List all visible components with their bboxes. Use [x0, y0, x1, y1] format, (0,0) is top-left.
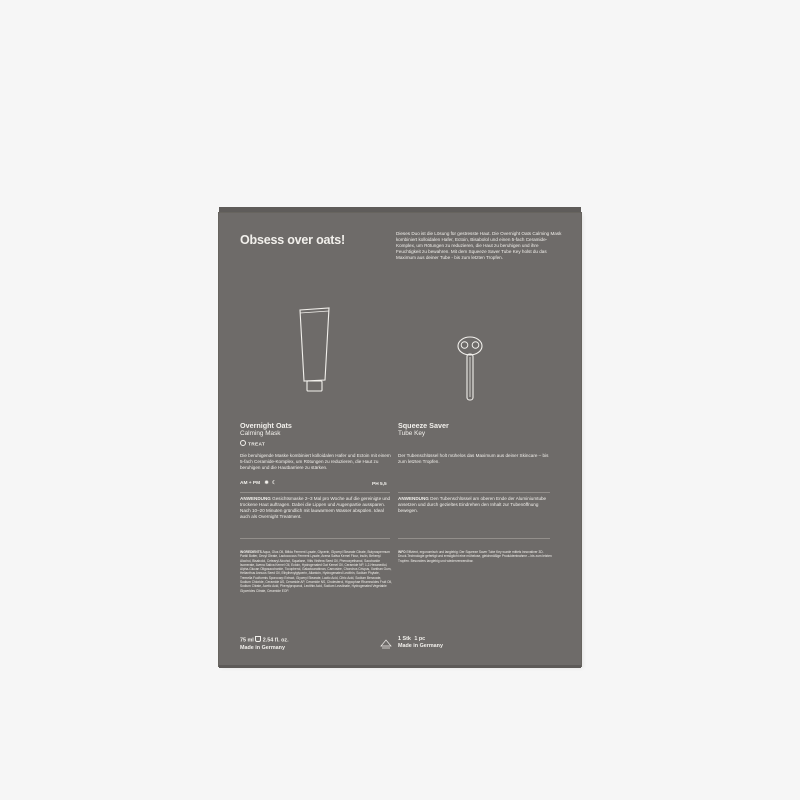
- volume-alt: 2.54 fl. oz.: [262, 637, 289, 644]
- right-info-text: Effizient, ergonomisch und langlebig: Der Squeeze Saver Tube Key wurde mittels innovativer 3D-Druck-Technologie gefertigt und ermöglicht eine mühelose, gleichmäßige Produktentnahme – bis zum letzten Tropfen. Besonders langlebig und wiederverwendbar.: [398, 550, 552, 563]
- quantity-alt: 1 pc: [414, 636, 426, 642]
- right-usage-text: Den Tubenschlüssel am oberen Ende der Aluminiumtube ansetzen und durch gezieltes Eindrehen den Inhalt zur Tubenöffnung bewegen.: [398, 496, 547, 514]
- left-usage-text: Gesichtsmaske 2–3 Mal pro Woche auf die gereinigte und trockene Haut auftragen. Dabei die Lippen und Augenpartie aussparen. Nach 10–20 Minuten gründlich mit lauwarmem Wasser abspülen. Ideal auch als Overnight Treatment.: [240, 496, 391, 520]
- right-footer: [398, 636, 443, 650]
- right-description: Der Tubenschlüssel holt mühelos das Maximum aus deiner Skincare – bis zum letzten Tropfen.: [398, 453, 549, 465]
- ingredients-label: INGREDIENTS: [240, 550, 262, 554]
- right-usage-label: ANWENDUNG: [398, 496, 429, 501]
- right-origin: Made in Germany: [398, 643, 443, 650]
- moon-icon: ☾: [271, 481, 277, 486]
- treat-icon: [240, 440, 246, 446]
- left-divider-1: [240, 492, 390, 493]
- left-divider-2: [240, 538, 390, 539]
- left-footer: [240, 636, 289, 652]
- right-info-label: INFO: [398, 550, 406, 554]
- right-usage: [398, 496, 552, 514]
- tube-illustration: [290, 298, 350, 398]
- treat-label: TREAT: [248, 442, 266, 448]
- quantity-row: [398, 636, 443, 643]
- sun-icon: ✹: [264, 481, 269, 486]
- right-product-heading: [398, 421, 449, 438]
- pao-12m-icon: [255, 636, 261, 642]
- tube-key-illustration: [452, 335, 502, 405]
- quantity: 1 Stk: [398, 636, 411, 642]
- left-origin: Made in Germany: [240, 644, 285, 651]
- ingredients: [240, 550, 392, 593]
- right-info: [398, 550, 552, 563]
- right-title: Squeeze Saver: [398, 421, 449, 430]
- ingredients-text: Aqua, Olus Oil, Bifida Ferment Lysate, Glycerin, Glyceryl Stearate Citrate, Butyrospermum Parkii Butter, Decyl Oleate, Lactococcus Ferment Lysate, Avena Sativa Kernel Flour, Inulin, Behenyl Alcohol, Bisabolol, Cetearyl Alcohol, Squalane, Vitis Vinifera Seed Oil, Phenoxyethanol, Saccharide Isomerate, Avena Sativa Kernel Oil, Ectoin, Hydrogenated Oat Kernel Oil, Ceramide NP, 1,2-Hexanediol, Alpha-Glucan Oligosaccharide, Tocopherol, Galactoarabinan, Carnosine, Chondrus Crispus, Xanthan Gum, Helianthus Annuus Seed Oil, Ethylhexylglycerin, Allantoin, Hydrogenated Lecithin, Sodium Phytate, Tremella Fuciformis Sporocarp Extract, Glyceryl Stearate, Lactic Acid, Citric Acid, Sodium Benzoate, Sodium Chloride, Ceramide AS, Ceramide AP, Ceramide NS, Cholesterol, Hippophae Rhamnoides Fruit Oil, Sodium Citrate, Acetic Acid, Phenylpropanol, Lecithin Acid, Sodium Levulinate, Hydrogenated Vegetable Glycerides Citrate, Ceramide EOP.: [240, 550, 392, 593]
- recycle-icon: [380, 637, 392, 649]
- volume: 75 ml: [240, 637, 254, 644]
- left-subtitle: Calming Mask: [240, 430, 281, 437]
- box-bottom-edge: [219, 665, 581, 668]
- right-subtitle: Tube Key: [398, 430, 426, 437]
- right-divider-1: [398, 492, 550, 493]
- right-divider-2: [398, 538, 550, 539]
- left-product-heading: [240, 421, 292, 438]
- left-title: Overnight Oats: [240, 421, 292, 430]
- routine-row: [240, 481, 276, 486]
- treat-tag: [240, 440, 265, 448]
- intro-text: Dieses Duo ist die Lösung für gestresste Haut. Die Overnight Oats Calming Mask kombiniert kolloidalen Hafer, Ectoin, Bisabolol und einen 5-fach Ceramide-Komplex, um Rötungen zu reduzieren, die Haut zu beruhigen und ihre Feuchtigkeit zu bewahren. Mit dem Squeeze Saver Tube Key holst du das Maximum aus deiner Tube - bis zum letzten Tropfen.: [396, 231, 562, 261]
- left-usage-label: ANWENDUNG: [240, 496, 271, 501]
- routine-label: AM + PM: [240, 481, 261, 486]
- headline: Obsess over oats!: [240, 233, 345, 247]
- volume-row: [240, 636, 289, 645]
- left-usage: [240, 496, 391, 520]
- ph-value: PH 5,5: [372, 482, 387, 487]
- product-box-back: [219, 213, 581, 666]
- left-description: Die beruhigende Maske kombiniert kolloidalen Hafer und Ectoin mit einem 5-fach Ceramide-Komplex, um Rötungen zu reduzieren, die Haut zu beruhigen und die Hautbarriere zu stärken.: [240, 453, 391, 471]
